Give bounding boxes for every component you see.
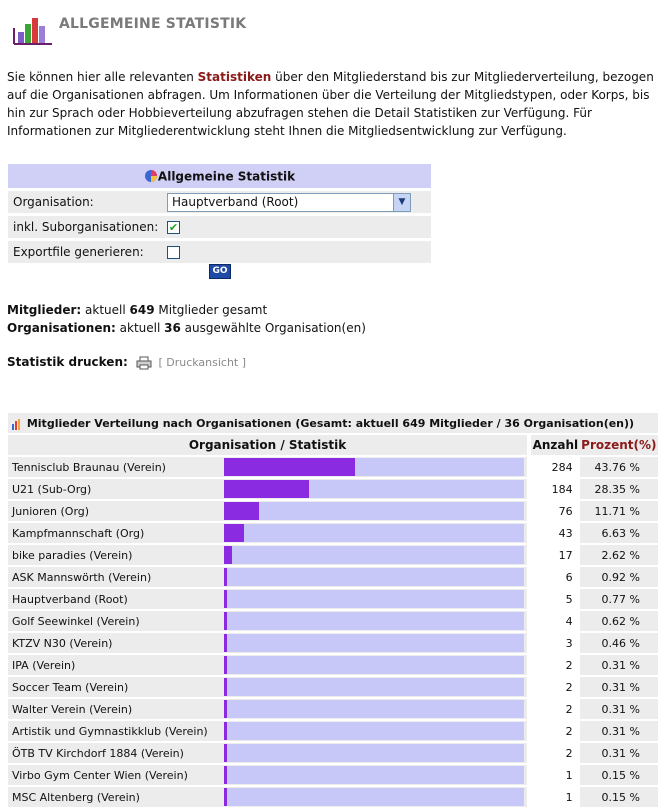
bar-track xyxy=(224,788,524,806)
bar-track xyxy=(224,568,524,586)
bar-track xyxy=(224,744,524,762)
bar-track xyxy=(224,766,524,784)
bar-fill xyxy=(224,744,227,762)
page-title: ALLGEMEINE STATISTIK xyxy=(59,16,247,32)
row-bar-cell xyxy=(224,457,528,477)
row-bar-cell xyxy=(224,501,528,521)
row-count: 6 xyxy=(531,567,580,587)
bar-fill xyxy=(224,722,227,740)
row-percent: 6.63 % xyxy=(580,523,658,543)
suborganisations-checkbox[interactable]: ✔ xyxy=(168,221,179,234)
bar-track xyxy=(224,678,524,696)
table-row xyxy=(8,677,658,697)
row-organisation-name: Walter Verein (Verein) xyxy=(8,699,224,719)
column-percent: Prozent(%) xyxy=(580,435,658,455)
row-count: 4 xyxy=(531,611,580,631)
row-percent: 0.31 % xyxy=(580,655,658,675)
row-percent: 2.62 % xyxy=(580,545,658,565)
row-count: 1 xyxy=(531,787,580,807)
page-header xyxy=(12,10,652,46)
bar-fill xyxy=(224,502,259,520)
row-percent: 11.71 % xyxy=(580,501,658,521)
printer-icon[interactable] xyxy=(136,356,152,370)
statistics-globe-icon xyxy=(144,169,158,183)
bar-track xyxy=(224,700,524,718)
organisations-summary: Organisationen: aktuell 36 ausgewählte Organisation(en) xyxy=(7,321,366,335)
table-row xyxy=(8,589,658,609)
row-organisation-name: Tennisclub Braunau (Verein) xyxy=(8,457,224,477)
row-count: 2 xyxy=(531,699,580,719)
table-row xyxy=(8,655,658,675)
row-bar-cell xyxy=(224,787,528,807)
table-row xyxy=(8,457,658,477)
row-organisation-name: Artistik und Gymnastikklub (Verein) xyxy=(8,721,224,741)
exportfile-label: Exportfile generieren: xyxy=(8,241,162,263)
bar-fill xyxy=(224,788,227,806)
row-bar-cell xyxy=(224,721,528,741)
row-organisation-name: Kampfmannschaft (Org) xyxy=(8,523,224,543)
table-row xyxy=(8,765,658,785)
row-organisation-name: KTZV N30 (Verein) xyxy=(8,633,224,653)
table-row xyxy=(8,721,658,741)
row-organisation-name: MSC Altenberg (Verein) xyxy=(8,787,224,807)
row-count: 3 xyxy=(531,633,580,653)
row-count: 2 xyxy=(531,743,580,763)
column-organisation: Organisation / Statistik xyxy=(8,435,527,455)
bar-track xyxy=(224,634,524,652)
bar-fill xyxy=(224,458,355,476)
bar-fill xyxy=(224,634,227,652)
row-percent: 0.31 % xyxy=(580,677,658,697)
row-count: 2 xyxy=(531,721,580,741)
row-count: 184 xyxy=(531,479,580,499)
print-view-link[interactable]: [ Druckansicht ] xyxy=(158,356,247,369)
suborganisations-label: inkl. Suborganisationen: xyxy=(8,216,162,238)
row-organisation-name: Junioren (Org) xyxy=(8,501,224,521)
row-organisation-name: IPA (Verein) xyxy=(8,655,224,675)
row-percent: 0.31 % xyxy=(580,699,658,719)
row-bar-cell xyxy=(224,479,528,499)
organisation-select[interactable]: Hauptverband (Root) ▼ xyxy=(167,193,411,212)
row-organisation-name: Hauptverband (Root) xyxy=(8,589,224,609)
row-organisation-name: Soccer Team (Verein) xyxy=(8,677,224,697)
statistics-logo-icon xyxy=(12,14,54,46)
row-organisation-name: Virbo Gym Center Wien (Verein) xyxy=(8,765,224,785)
row-bar-cell xyxy=(224,765,528,785)
distribution-table xyxy=(8,411,658,809)
row-count: 17 xyxy=(531,545,580,565)
row-bar-cell xyxy=(224,743,528,763)
row-organisation-name: bike paradies (Verein) xyxy=(8,545,224,565)
bar-fill xyxy=(224,766,227,784)
distribution-title: Mitglieder Verteilung nach Organisationen (Gesamt: aktuell 649 Mitglieder / 36 Organisation(en)) xyxy=(8,413,658,433)
print-label: Statistik drucken: xyxy=(7,355,128,369)
table-row xyxy=(8,501,658,521)
row-bar-cell xyxy=(224,655,528,675)
bar-fill xyxy=(224,678,227,696)
statistics-form xyxy=(8,161,431,266)
row-percent: 43.76 % xyxy=(580,457,658,477)
bar-track xyxy=(224,524,524,542)
form-title: Allgemeine Statistik xyxy=(8,164,431,188)
bar-track xyxy=(224,722,524,740)
table-row xyxy=(8,567,658,587)
table-row xyxy=(8,633,658,653)
table-row xyxy=(8,545,658,565)
bar-track xyxy=(224,458,524,476)
row-count: 284 xyxy=(531,457,580,477)
row-percent: 0.31 % xyxy=(580,721,658,741)
chevron-down-icon[interactable]: ▼ xyxy=(393,194,410,211)
row-count: 43 xyxy=(531,523,580,543)
bar-fill xyxy=(224,546,232,564)
print-section xyxy=(7,355,246,370)
bar-chart-icon xyxy=(11,418,23,430)
bar-fill xyxy=(224,612,227,630)
bar-fill xyxy=(224,524,244,542)
intro-highlight: Statistiken xyxy=(197,70,272,84)
row-bar-cell xyxy=(224,523,528,543)
bar-track xyxy=(224,612,524,630)
bar-fill xyxy=(224,656,227,674)
bar-fill xyxy=(224,590,227,608)
bar-track xyxy=(224,656,524,674)
row-organisation-name: U21 (Sub-Org) xyxy=(8,479,224,499)
bar-fill xyxy=(224,480,309,498)
column-count: Anzahl xyxy=(531,435,580,455)
bar-track xyxy=(224,590,524,608)
row-bar-cell xyxy=(224,567,528,587)
row-bar-cell xyxy=(224,699,528,719)
row-bar-cell xyxy=(224,589,528,609)
table-row xyxy=(8,787,658,807)
table-row xyxy=(8,611,658,631)
row-organisation-name: ASK Mannswörth (Verein) xyxy=(8,567,224,587)
row-percent: 0.15 % xyxy=(580,765,658,785)
table-row xyxy=(8,479,658,499)
row-count: 76 xyxy=(531,501,580,521)
row-bar-cell xyxy=(224,633,528,653)
row-count: 2 xyxy=(531,677,580,697)
bar-track xyxy=(224,546,524,564)
intro-text: Sie können hier alle relevanten Statistiken über den Mitgliederstand bis zur Mitgliederverteilung, bezogen auf die Organisationen abfragen. Um Informationen über die Verteilung der Mitgliedstypen, oder Korps, bis hin zur Sprach oder Hobbieverteilung abzufragen stehen die Detail Statistiken zur Verfügung. Für Informationen zur Mitgliederentwicklung steht Ihnen die Mitgliedsentwicklung zur Verfügung. xyxy=(7,70,654,138)
members-summary: Mitglieder: aktuell 649 Mitglieder gesamt xyxy=(7,303,268,317)
bar-fill xyxy=(224,568,227,586)
exportfile-checkbox[interactable] xyxy=(167,246,180,259)
bar-track xyxy=(224,480,524,498)
summary xyxy=(7,301,366,337)
row-bar-cell xyxy=(224,545,528,565)
table-row xyxy=(8,523,658,543)
table-row xyxy=(8,743,658,763)
go-button[interactable]: GO xyxy=(209,264,231,279)
row-percent: 0.46 % xyxy=(580,633,658,653)
row-count: 2 xyxy=(531,655,580,675)
row-organisation-name: Golf Seewinkel (Verein) xyxy=(8,611,224,631)
bar-fill xyxy=(224,700,227,718)
row-percent: 0.62 % xyxy=(580,611,658,631)
row-count: 1 xyxy=(531,765,580,785)
row-bar-cell xyxy=(224,611,528,631)
row-percent: 0.92 % xyxy=(580,567,658,587)
row-bar-cell xyxy=(224,677,528,697)
row-percent: 28.35 % xyxy=(580,479,658,499)
organisation-label: Organisation: xyxy=(8,191,162,213)
bar-track xyxy=(224,502,524,520)
row-organisation-name: ÖTB TV Kirchdorf 1884 (Verein) xyxy=(8,743,224,763)
table-row xyxy=(8,699,658,719)
row-percent: 0.77 % xyxy=(580,589,658,609)
row-percent: 0.31 % xyxy=(580,743,658,763)
row-percent: 0.15 % xyxy=(580,787,658,807)
row-count: 5 xyxy=(531,589,580,609)
